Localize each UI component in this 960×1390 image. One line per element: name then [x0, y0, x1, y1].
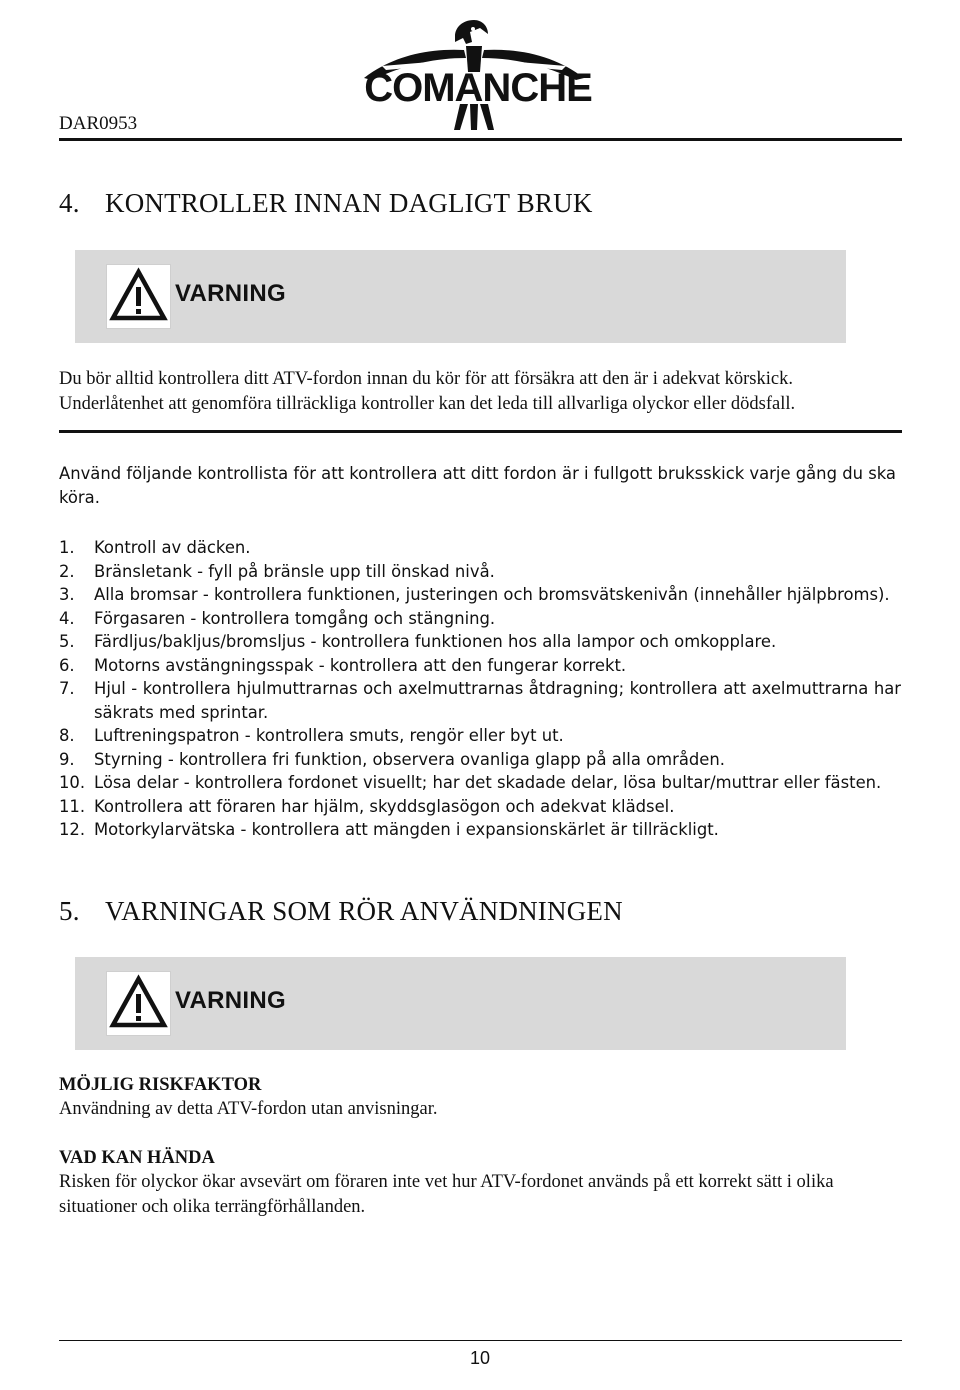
document-code: DAR0953: [59, 113, 138, 134]
warning-label: VARNING: [175, 987, 286, 1014]
list-item: 11. Kontrollera att föraren har hjälm, skyddsglasögon och adekvat klädsel.: [59, 796, 675, 816]
daily-checklist: [59, 536, 901, 842]
page-number: 10: [469, 1348, 491, 1368]
list-item: 4. Förgasaren - kontrollera tomgång och stängning.: [59, 608, 496, 628]
header-rule: [59, 138, 902, 141]
divider-rule: [59, 430, 902, 433]
list-item: 8. Luftreningspatron - kontrollera smuts, rengör eller byt ut.: [59, 726, 564, 745]
list-item: 3. Alla bromsar - kontrollera funktionen, justeringen och bromsvätskenivån (innehåller hjälpbroms).: [59, 585, 890, 604]
list-item: 10. Lösa delar - kontrollera fordonet visuellt; har det skadade delar, lösa bultar/muttrar eller fästen.: [59, 773, 882, 792]
section-5-title: VARNINGAR SOM RÖR ANVÄNDNINGEN: [105, 896, 623, 926]
section-5-heading: [59, 896, 623, 927]
section-4-number: 4.: [59, 188, 80, 218]
list-item: 5. Färdljus/bakljus/bromsljus - kontrollera funktionen hos alla lampor och omkopplare.: [59, 632, 777, 651]
list-item: 2. Bränsletank - fyll på bränsle upp till önskad nivå.: [59, 561, 495, 581]
list-item: 6. Motorns avstängningsspak - kontrollera att den fungerar korrekt.: [59, 655, 627, 675]
footer-rule: [59, 1340, 902, 1341]
risk-heading: MÖJLIG RISKFAKTOR: [59, 1075, 262, 1095]
warning-icon-box: [106, 264, 171, 329]
warning-banner-1: [75, 250, 846, 343]
warning-triangle-icon: [107, 265, 170, 328]
brand-wordmark: COMANCHE: [364, 66, 592, 110]
section-5-number: 5.: [59, 896, 80, 926]
warning-triangle-icon: [107, 972, 170, 1035]
warning-banner-2: [75, 957, 846, 1050]
list-item: 1. Kontroll av däcken.: [59, 538, 251, 557]
section-4-title: KONTROLLER INNAN DAGLIGT BRUK: [105, 188, 593, 218]
section-4-heading: [59, 188, 593, 219]
list-item: 9. Styrning - kontrollera fri funktion, observera ovanliga glapp på alla områden.: [59, 749, 725, 769]
list-item: 12. Motorkylarvätska - kontrollera att mängden i expansionskärlet är tillräckligt.: [59, 820, 719, 839]
list-item: 7. Hjul - kontrollera hjulmuttrarnas och axelmuttrarnas åtdragning; kontrollera att axelmuttrarna har säkrats med sprintar.: [59, 679, 901, 722]
warning-icon-box: [106, 971, 171, 1036]
what-text: Risken för olyckor ökar avsevärt om föraren inte vet hur ATV-fordonet används på ett korrekt sätt i olika situationer och olika terrängförhållanden.: [59, 1172, 834, 1217]
warning-text: Du bör alltid kontrollera ditt ATV-fordon innan du kör för att försäkra att den är i adekvat körskick. Underlåtenhet att genomföra tillräckliga kontroller kan det leda till allvarliga olyckor eller dödsfall.: [59, 369, 796, 414]
eagle-logo-icon: [342, 18, 614, 136]
warning-label: VARNING: [175, 280, 286, 307]
checklist-intro: Använd följande kontrollista för att kontrollera att ditt fordon är i fullgott bruksskick varje gång du ska köra.: [59, 464, 896, 507]
what-heading: VAD KAN HÄNDA: [59, 1148, 215, 1168]
risk-text: Användning av detta ATV-fordon utan anvisningar.: [59, 1099, 438, 1119]
comanche-logo: [342, 18, 614, 136]
